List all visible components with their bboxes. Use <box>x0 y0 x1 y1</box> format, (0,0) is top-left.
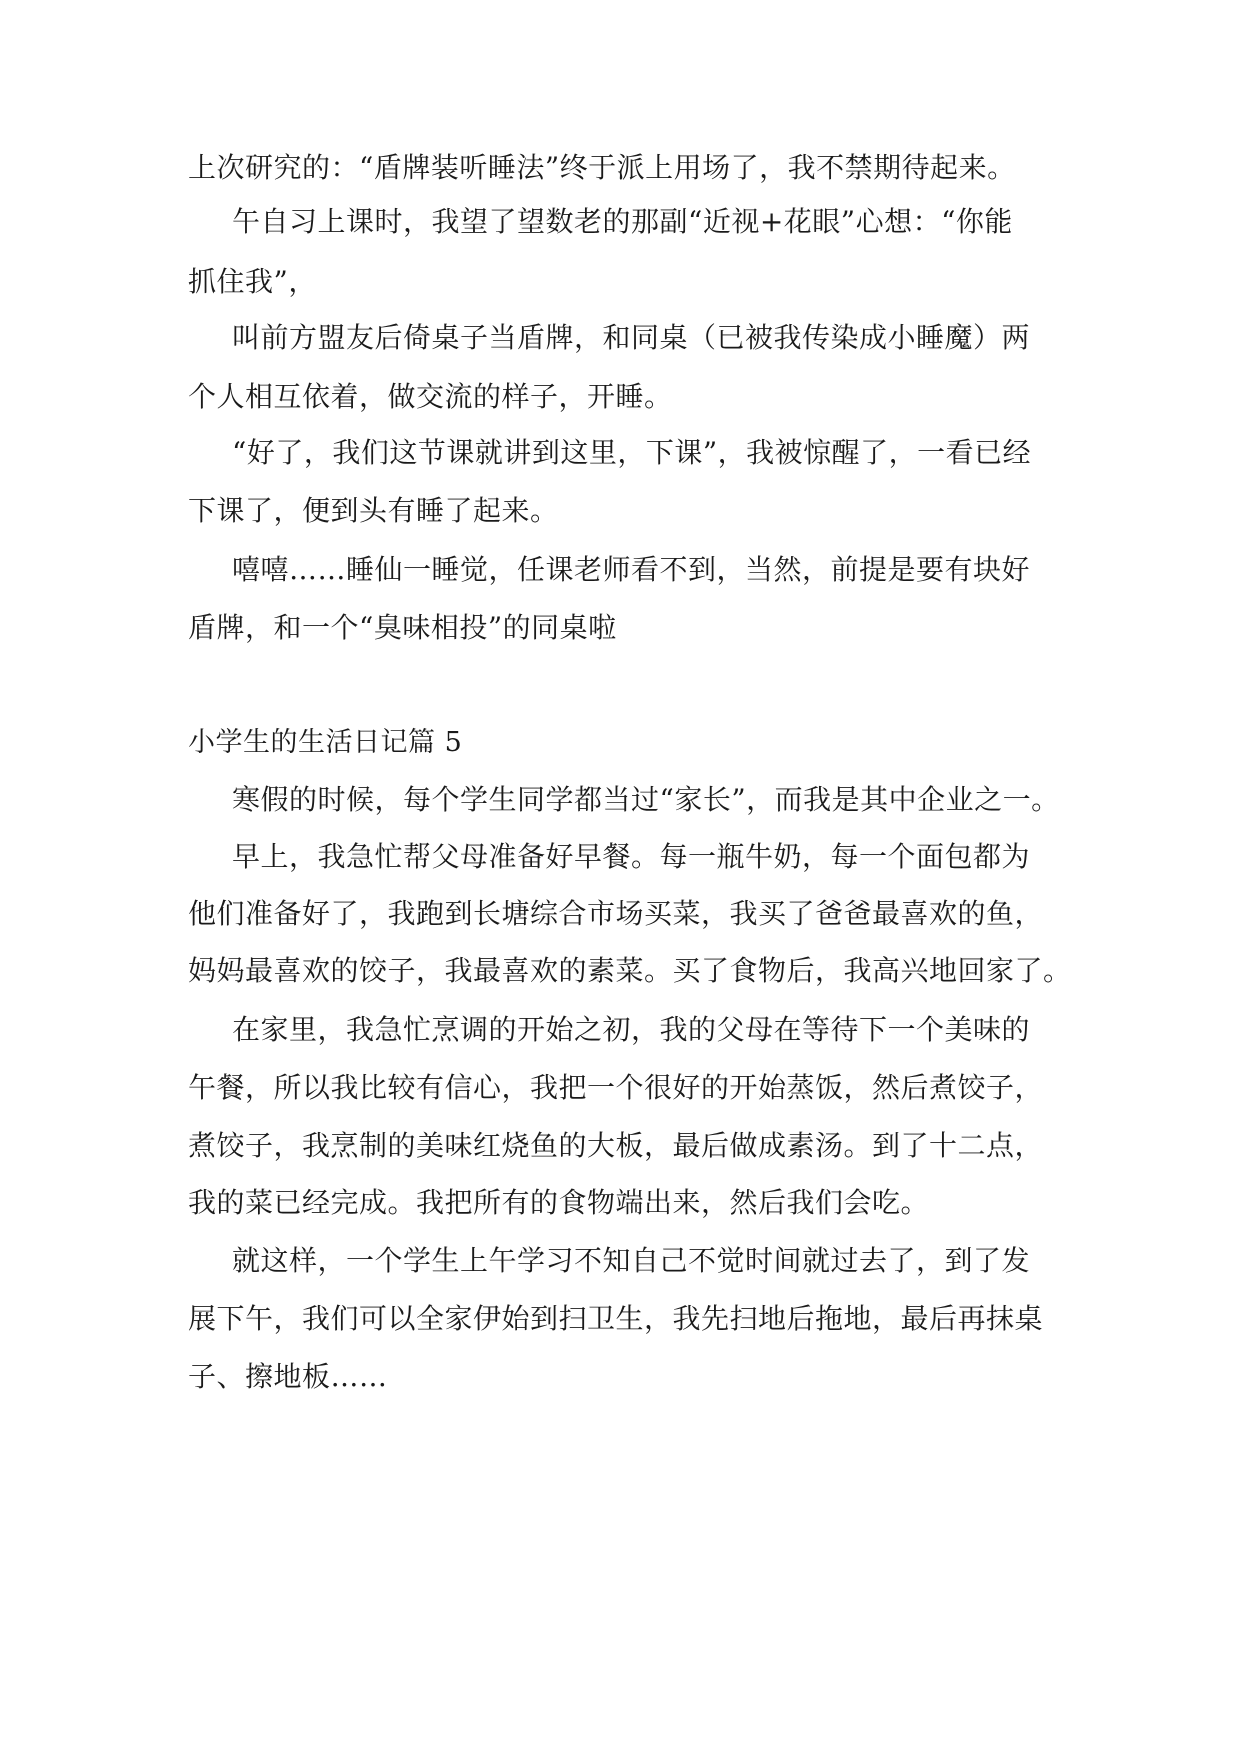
paragraph-line: 午餐，所以我比较有信心，我把一个很好的开始蒸饭，然后煮饺子， <box>188 1071 1044 1104</box>
paragraph-line: 早上，我急忙帮父母准备好早餐。每一瓶牛奶，每一个面包都为 <box>232 840 1031 873</box>
paragraph-line: 下课了，便到头有睡了起来。 <box>188 494 559 527</box>
paragraph-line: 盾牌，和一个“臭味相投”的同桌啦 <box>188 611 617 644</box>
paragraph-line: 他们准备好了，我跑到长塘综合市场买菜，我买了爸爸最喜欢的鱼， <box>188 897 1044 930</box>
paragraph-line: 抓住我”， <box>188 265 317 298</box>
paragraph-line: 个人相互依着，做交流的样子，开睡。 <box>188 380 673 413</box>
paragraph-line: 展下午，我们可以全家伊始到扫卫生，我先扫地后拖地，最后再抹桌 <box>188 1302 1044 1335</box>
paragraph-line: 在家里，我急忙烹调的开始之初，我的父母在等待下一个美味的 <box>232 1013 1031 1046</box>
paragraph-line: 煮饺子，我烹制的美味红烧鱼的大板，最后做成素汤。到了十二点， <box>188 1129 1044 1162</box>
paragraph-line: 就这样，一个学生上午学习不知自己不觉时间就过去了，到了发 <box>232 1244 1031 1277</box>
paragraph-line: 嘻嘻……睡仙一睡觉，任课老师看不到，当然，前提是要有块好 <box>232 553 1031 586</box>
paragraph-line: 寒假的时候，每个学生同学都当过“家长”，而我是其中企业之一。 <box>232 783 1060 816</box>
paragraph-line: 上次研究的：“盾牌装听睡法”终于派上用场了，我不禁期待起来。 <box>188 151 1016 184</box>
paragraph-line: 子、擦地板…… <box>188 1360 388 1393</box>
paragraph-line: 妈妈最喜欢的饺子，我最喜欢的素菜。买了食物后，我高兴地回家了。 <box>188 954 1072 987</box>
paragraph-line: 叫前方盟友后倚桌子当盾牌，和同桌（已被我传染成小睡魔）两 <box>232 321 1031 354</box>
paragraph-line: “好了，我们这节课就讲到这里，下课”，我被惊醒了，一看已经 <box>232 436 1032 469</box>
section-heading: 小学生的生活日记篇 5 <box>188 727 463 758</box>
paragraph-line: 我的菜已经完成。我把所有的食物端出来，然后我们会吃。 <box>188 1186 930 1219</box>
paragraph-line: 午自习上课时，我望了望数老的那副“近视+花眼”心想：“你能 <box>232 205 1013 238</box>
